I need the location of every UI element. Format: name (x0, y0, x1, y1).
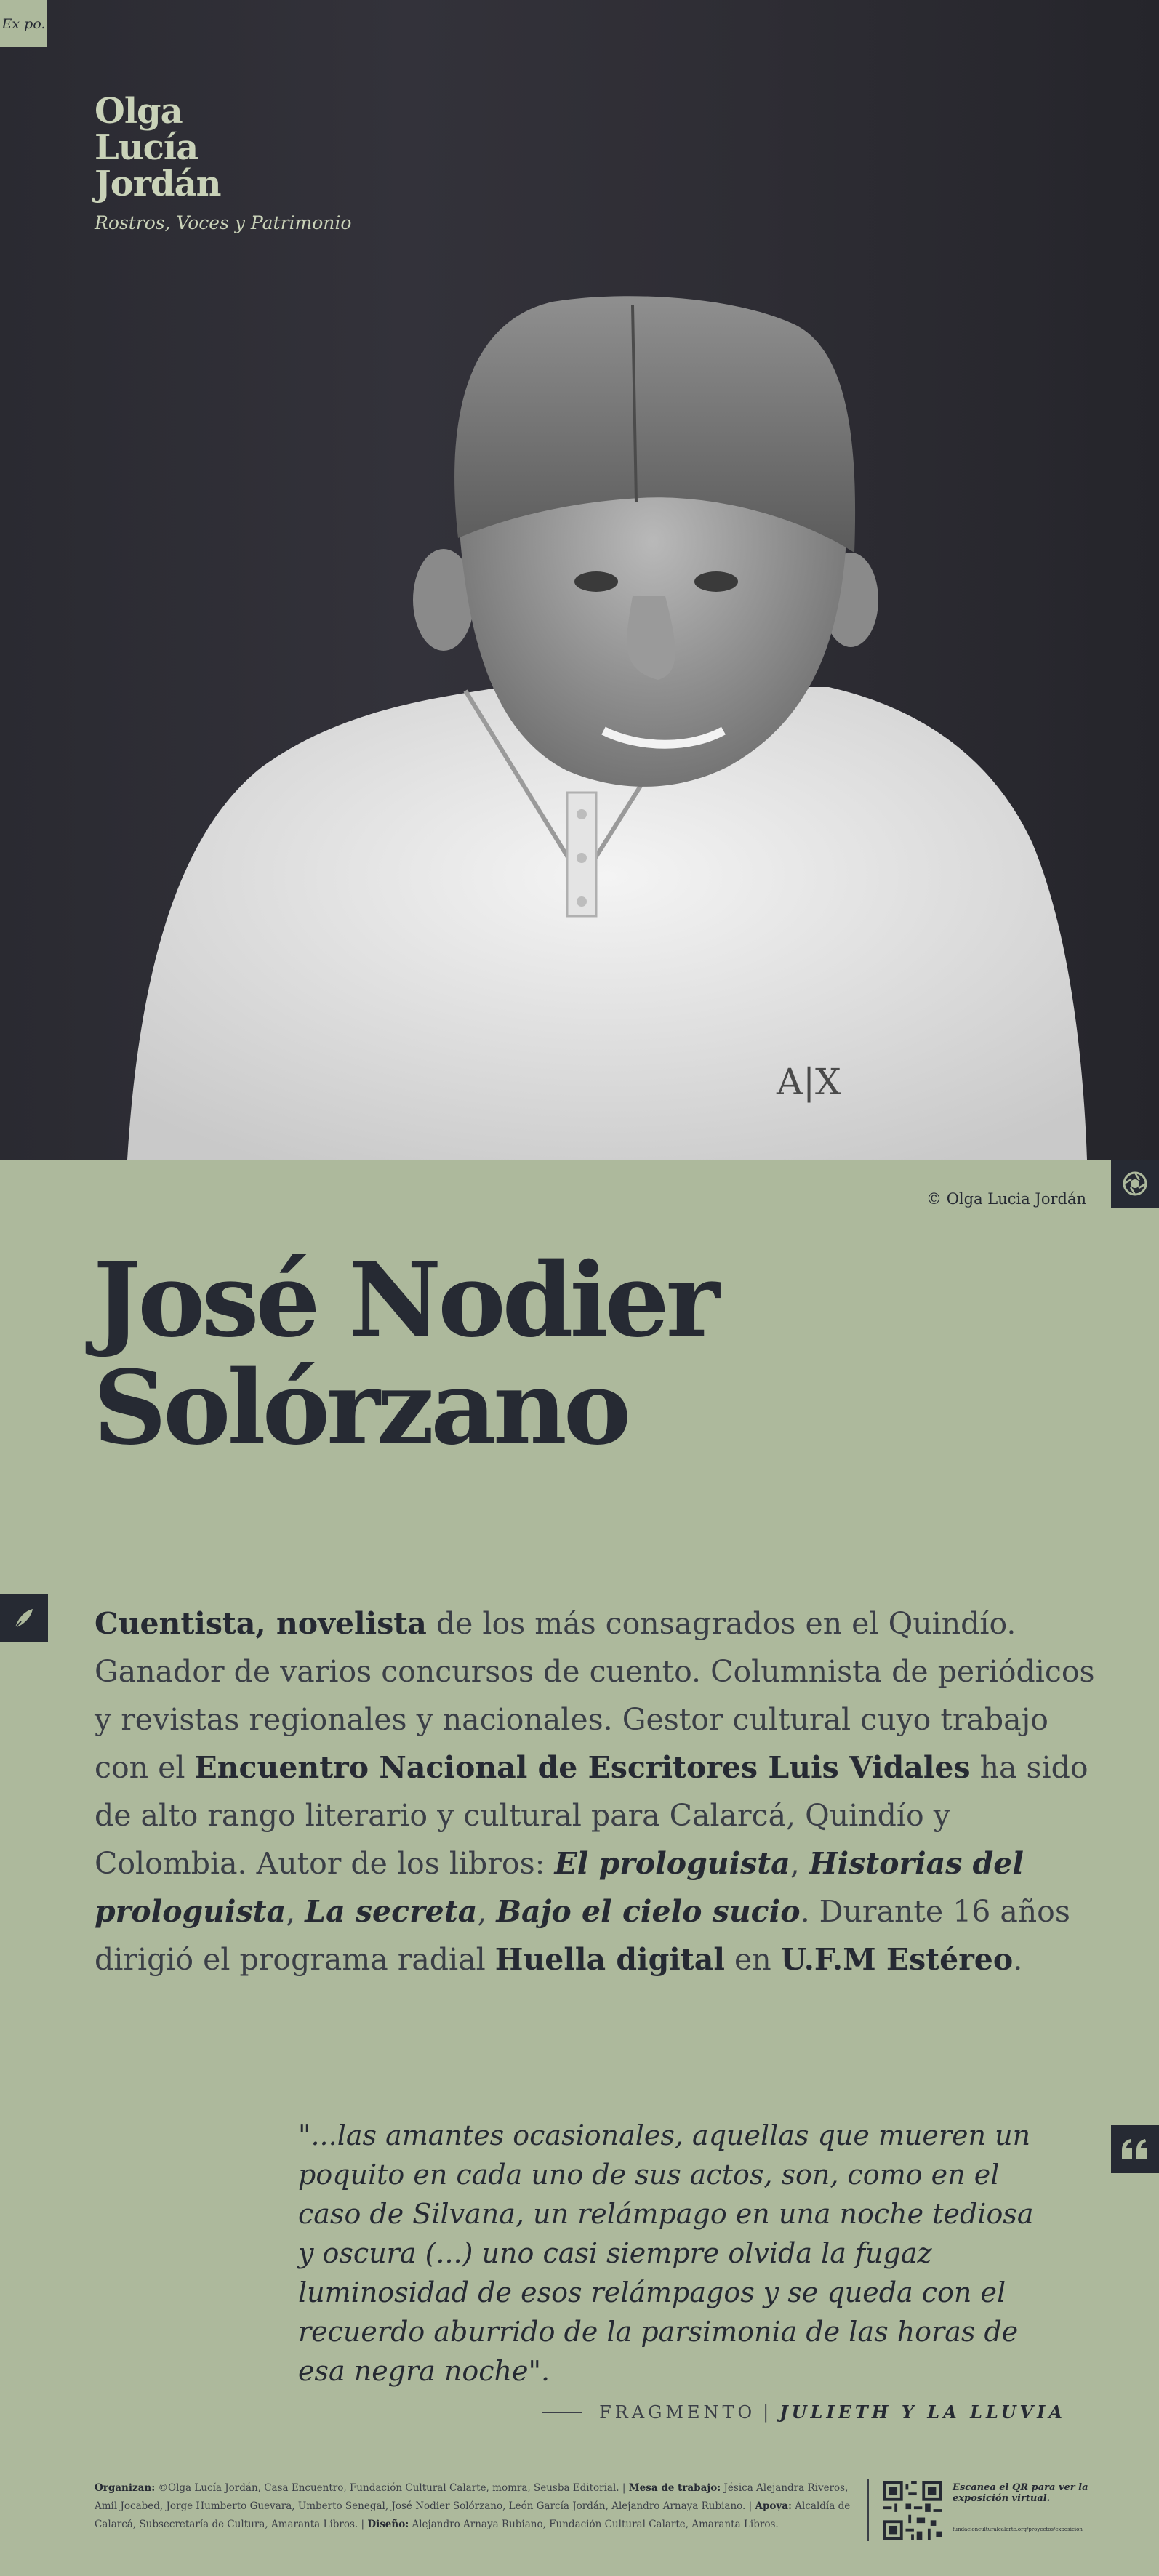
brand-name-line-3: Jordán (95, 164, 221, 204)
exhibition-logo-badge (0, 0, 47, 47)
credits-diseno: Alejandro Arnaya Rubiano, Fundación Cultural Calarte, Amaranta Libros. (409, 2519, 779, 2530)
title-line-2: Solórzano (93, 1349, 628, 1468)
quote-attribution (542, 2402, 1066, 2423)
credits-apoya: Alcaldía de Calarcá, Subsecretaría de Cultura, Amaranta Libros. | (95, 2500, 851, 2530)
book-title-3: La secreta (305, 1894, 478, 1929)
radio-station: U.F.M Estéreo (780, 1942, 1014, 1977)
credits-apoya-label: Apoya: (755, 2500, 792, 2512)
quote-icon (1111, 2125, 1159, 2173)
attribution-separator: | (763, 2402, 773, 2423)
photo-credit: © Olga Lucia Jordán (926, 1190, 1086, 1208)
hero-photo-section (0, 0, 1159, 1160)
qr-url[interactable]: fundacionculturalcalarte.org/proyectos/exposicion (953, 2527, 1083, 2532)
quote-text: "...las amantes ocasionales, aquellas que mueren un poquito en cada uno de sus actos, son, como en el caso de Silvana, un relámpago en una noche tediosa y oscura (...) uno casi siempre olvida la fugaz luminosidad de esos relámpagos y se queda con el recuerdo aburrido de la parsimonia de las horas de esa negra noche". (298, 2119, 1034, 2387)
camera-icon (1111, 1160, 1159, 1208)
work-title: JULIETH Y LA LLUVIA (779, 2402, 1066, 2423)
bio-role: Cuentista, novelista (95, 1606, 427, 1641)
footer-divider (867, 2479, 869, 2541)
attribution-rule (542, 2412, 582, 2413)
qr-instruction: Escanea el QR para ver la exposición virtual. (953, 2482, 1088, 2504)
pen-icon (0, 1594, 48, 1642)
bio-event: Encuentro Nacional de Escritores Luis Vidales (194, 1750, 971, 1785)
bio-text-end: . (1013, 1942, 1023, 1977)
title-line-1: José Nodier (93, 1241, 716, 1360)
shirt-logo: A|X (777, 1061, 841, 1103)
credits-organizan: ©Olga Lucía Jordán, Casa Encuentro, Fundación Cultural Calarte, momra, Seusba Editorial. | (155, 2482, 629, 2494)
radio-program: Huella digital (494, 1942, 725, 1977)
credits-organizan-label: Organizan: (95, 2482, 156, 2494)
bio-text-2: ha sido de alto rango literario y cultural para Calarcá, Quindío y Colombia. Autor de los libros: (95, 1750, 1088, 1881)
brand-subtitle: Rostros, Voces y Patrimonio (95, 212, 352, 233)
bio-comma-2: , (286, 1894, 305, 1929)
credits-footer (95, 2479, 851, 2534)
brand-block (95, 93, 351, 233)
book-title-4: Bajo el cielo sucio (496, 1894, 801, 1929)
bio-text-3: . Durante 16 años dirigió el programa radial (95, 1894, 1070, 1977)
brand-name-line-1: Olga (95, 91, 183, 132)
credits-mesa: Jésica Alejandra Riveros, Amil Jocabed, Jorge Humberto Guevara, Umberto Senegal, José Nodier Solórzano, León García Jordán, Alejandro Arnaya Rubiano. | (95, 2482, 849, 2512)
bio-comma-3: , (477, 1894, 497, 1929)
credits-diseno-label: Diseño: (367, 2519, 409, 2530)
biography-text (95, 1600, 1098, 1983)
credits-mesa-label: Mesa de trabajo: (628, 2482, 721, 2494)
bio-comma-1: , (790, 1846, 809, 1881)
fragment-label: FRAGMENTO (599, 2402, 756, 2423)
page-title (93, 1241, 716, 1468)
book-title-1: El prologuista (554, 1846, 790, 1881)
book-title-2: Historias del prologuista (95, 1846, 1024, 1929)
brand-name-line-2: Lucía (95, 127, 198, 168)
bio-text-4: en (724, 1942, 781, 1977)
exhibition-logo-text: Ex po. (1, 15, 46, 32)
qr-code[interactable] (883, 2481, 942, 2540)
bio-text-1: de los más consagrados en el Quindío. Ganador de varios concursos de cuento. Columnista de periódicos y revistas regionales y nacionales. Gestor cultural cuyo trabajo con el (95, 1606, 1095, 1785)
